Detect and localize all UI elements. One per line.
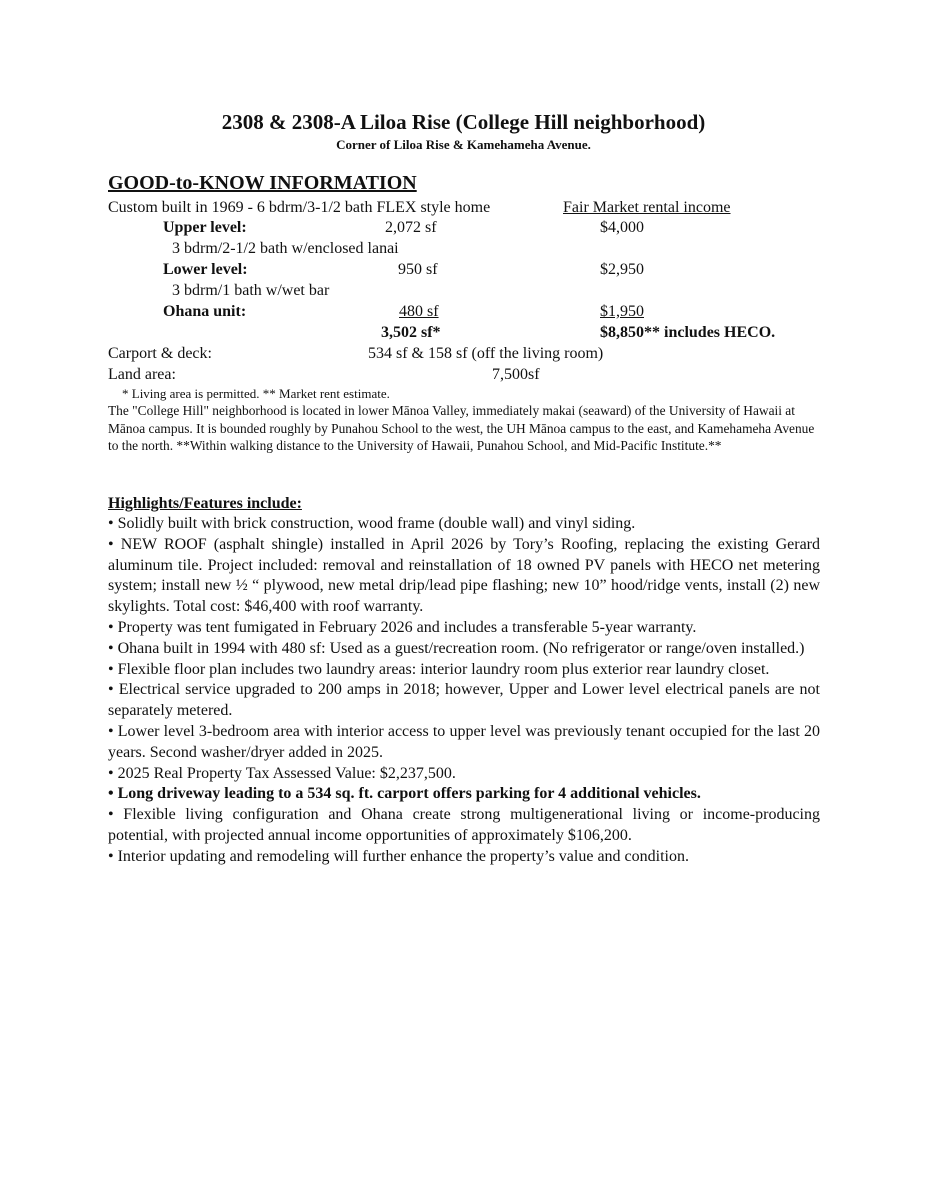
lower-level-desc: 3 bdrm/1 bath w/wet bar bbox=[172, 282, 330, 299]
upper-level-label: Upper level: bbox=[163, 219, 247, 236]
rental-header: Fair Market rental income bbox=[563, 199, 731, 216]
lower-level-label: Lower level: bbox=[163, 261, 248, 278]
upper-level-desc: 3 bdrm/2-1/2 bath w/enclosed lanai bbox=[172, 240, 399, 257]
highlight-item: • Electrical service upgraded to 200 amps in 2018; however, Upper and Lower level electrical panels are not separately metered. bbox=[108, 681, 820, 720]
total-sf: 3,502 sf* bbox=[381, 324, 441, 341]
highlight-item: • Flexible living configuration and Ohana create strong multigenerational living or income-producing potential, with projected annual income opportunities of approximately $106,200. bbox=[108, 806, 820, 844]
highlights-list bbox=[108, 514, 820, 868]
ohana-unit-label: Ohana unit: bbox=[163, 303, 247, 320]
highlight-item-bold: • Long driveway leading to a 534 sq. ft. carport offers parking for 4 additional vehicles. bbox=[108, 785, 701, 803]
highlight-item: • Interior updating and remodeling will further enhance the property’s value and condition. bbox=[108, 847, 689, 865]
highlight-item: • Lower level 3-bedroom area with interior access to upper level was previously tenant occupied for the last 20 years. Second washer/dryer added in 2025. bbox=[108, 722, 820, 761]
page-subtitle: Corner of Liloa Rise & Kamehameha Avenue. bbox=[336, 137, 591, 152]
total-rent: $8,850** includes HECO. bbox=[600, 324, 776, 341]
upper-level-sf: 2,072 sf bbox=[385, 219, 437, 236]
ohana-unit-rent: $1,950 bbox=[600, 303, 644, 320]
section-heading: GOOD-to-KNOW INFORMATION bbox=[108, 172, 417, 194]
highlight-item: • Solidly built with brick construction, wood frame (double wall) and vinyl siding. bbox=[108, 515, 636, 532]
page-title: 2308 & 2308-A Liloa Rise (College Hill neighborhood) bbox=[221, 110, 706, 134]
highlight-item: • Property was tent fumigated in February 2026 and includes a transferable 5-year warranty. bbox=[108, 618, 697, 636]
lower-level-rent: $2,950 bbox=[600, 261, 644, 278]
highlight-item: • NEW ROOF (asphalt shingle) installed in April 2026 by Tory’s Roofing, replacing the existing Gerard aluminum tile. Project included: removal and reinstallation of 18 owned PV panels with HECO net metering system; install new ½ “ plywood, new metal drip/lead pipe flashing; new 10” hood/ridge vents, install (2) new skylights. Total cost: $46,400 with roof warranty. bbox=[108, 535, 820, 616]
highlight-item: • Ohana built in 1994 with 480 sf: Used as a guest/recreation room. (No refrigerator or range/oven installed.) bbox=[108, 639, 805, 657]
land-area-value: 7,500sf bbox=[492, 366, 540, 383]
highlight-item: • 2025 Real Property Tax Assessed Value: $2,237,500. bbox=[108, 764, 456, 782]
neighborhood-description: The "College Hill" neighborhood is located in lower Mānoa Valley, immediately makai (seaward) of the University of Hawaii at Mānoa campus. It is bounded roughly by Punahou School to the west, the UH Mānoa campus to the east, and Kamehameha Avenue to the north. **Within walking distance to the University of Hawaii, Punahou School, and Mid-Pacific Institute.** bbox=[108, 403, 815, 453]
highlight-item: • Flexible floor plan includes two laundry areas: interior laundry room plus exterior rear laundry closet. bbox=[108, 660, 770, 678]
footnote: * Living area is permitted. ** Market rent estimate. bbox=[122, 386, 390, 401]
carport-label: Carport & deck: bbox=[108, 345, 212, 362]
upper-level-rent: $4,000 bbox=[600, 219, 644, 236]
lower-level-sf: 950 sf bbox=[398, 261, 438, 278]
intro-text: Custom built in 1969 - 6 bdrm/3-1/2 bath FLEX style home bbox=[108, 199, 491, 216]
land-area-label: Land area: bbox=[108, 366, 176, 383]
carport-value: 534 sf & 158 sf (off the living room) bbox=[368, 345, 604, 362]
ohana-unit-sf: 480 sf bbox=[399, 303, 439, 320]
highlights-heading: Highlights/Features include: bbox=[108, 495, 302, 512]
